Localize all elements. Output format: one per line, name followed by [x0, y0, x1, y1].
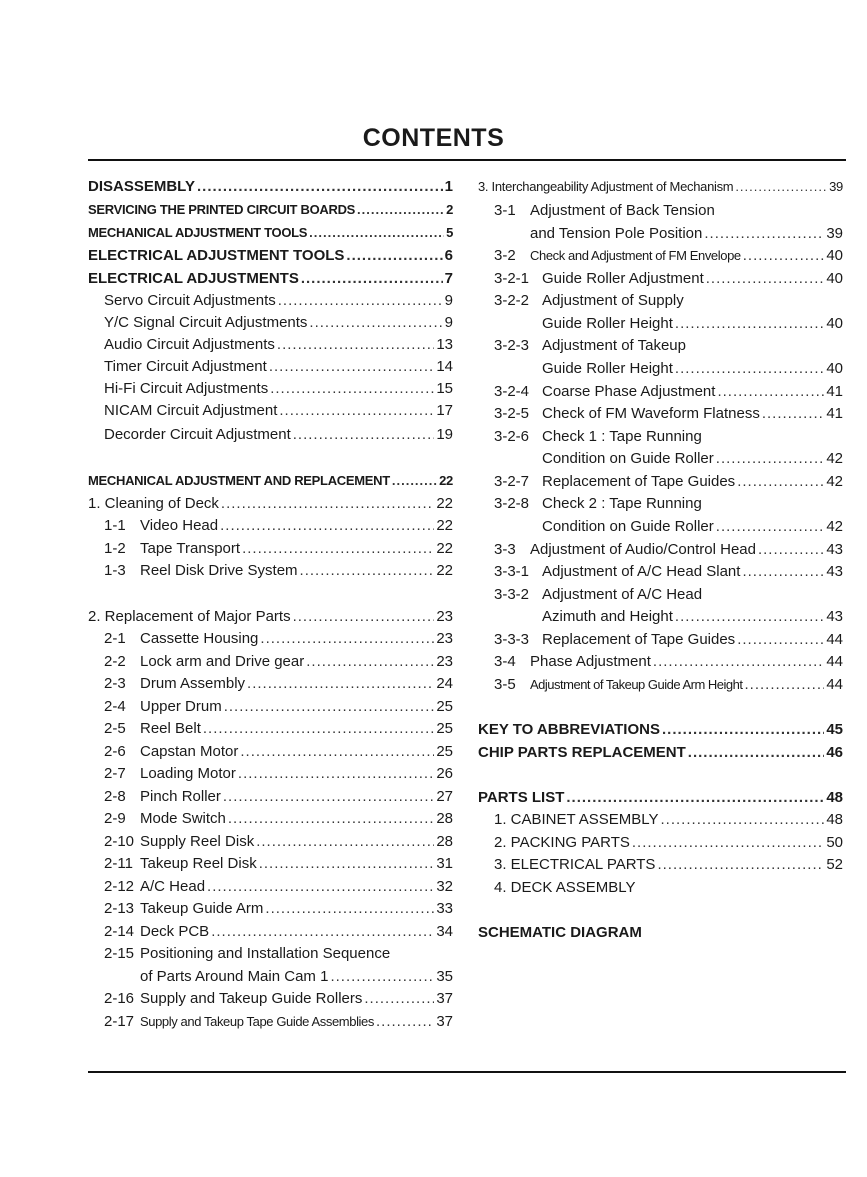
toc-entry-2-7[interactable]	[104, 763, 453, 785]
entry-page: 22	[436, 517, 453, 534]
dot-leader	[265, 898, 434, 920]
dot-leader	[240, 741, 434, 763]
title-rule	[88, 159, 846, 161]
dot-leader	[737, 471, 824, 493]
dot-leader	[278, 290, 443, 312]
dot-leader	[197, 176, 443, 198]
entry-page: 37	[436, 990, 453, 1007]
entry-label: Y/C Signal Circuit Adjustments	[104, 314, 308, 331]
entry-number: 3-2-7	[494, 473, 530, 490]
toc-entry-1-3[interactable]	[104, 560, 453, 582]
toc-entry-3-1-cont[interactable]	[530, 223, 843, 245]
dot-leader	[675, 313, 824, 335]
entry-number: 2-13	[104, 900, 135, 917]
entry-label: Adjustment of A/C Head	[542, 586, 703, 603]
entry-label: Azimuth and Height	[542, 608, 673, 625]
dot-leader	[293, 606, 435, 628]
entry-label: ELECTRICAL ADJUSTMENTS	[88, 270, 299, 287]
entry-number: 2-5	[104, 720, 126, 737]
page-title: CONTENTS	[362, 124, 505, 152]
entry-label: SCHEMATIC DIAGRAM	[478, 924, 642, 941]
entry-label: Lock arm and Drive gear	[140, 653, 305, 670]
toc-entry-2-10[interactable]	[104, 831, 453, 853]
entry-page: 17	[436, 402, 453, 419]
entry-number: 2-4	[104, 698, 126, 715]
entry-page: 28	[436, 833, 453, 850]
dot-leader	[259, 853, 435, 875]
entry-page: 19	[436, 426, 453, 443]
entry-page: 42	[826, 450, 843, 467]
entry-number: 2-7	[104, 765, 126, 782]
entry-number: 3-3-1	[494, 563, 530, 580]
entry-number: 2-8	[104, 788, 126, 805]
dot-leader	[743, 245, 825, 267]
entry-page: 48	[826, 789, 843, 806]
entry-label: and Tension Pole Position	[530, 225, 703, 242]
entry-label: Adjustment of Audio/Control Head	[530, 541, 756, 558]
entry-label: Tape Transport	[140, 540, 241, 557]
entry-label: Hi-Fi Circuit Adjustments	[104, 380, 269, 397]
toc-entry-audio[interactable]	[104, 334, 453, 356]
entry-label: Adjustment of A/C Head Slant	[542, 563, 741, 580]
entry-label: Drum Assembly	[140, 675, 246, 692]
entry-label: Takeup Reel Disk	[140, 855, 257, 872]
entry-label: Check of FM Waveform Flatness	[542, 405, 760, 422]
entry-label: Supply and Takeup Tape Guide Assemblies	[140, 1014, 374, 1029]
footer-rule	[88, 1071, 846, 1073]
dot-leader	[662, 719, 824, 741]
entry-label: 4. DECK ASSEMBLY	[494, 879, 636, 896]
toc-entry-replacement-major[interactable]	[88, 606, 453, 628]
entry-label: Supply Reel Disk	[140, 833, 255, 850]
entry-page: 2	[446, 202, 453, 217]
entry-label: Adjustment of Takeup	[542, 337, 686, 354]
entry-page: 28	[436, 810, 453, 827]
entry-label: Phase Adjustment	[530, 653, 651, 670]
entry-page: 25	[436, 743, 453, 760]
entry-label: Audio Circuit Adjustments	[104, 336, 275, 353]
entry-number: 3-2-8	[494, 495, 530, 512]
toc-entry-3-2-3[interactable]	[494, 335, 843, 357]
entry-page: 1	[444, 178, 453, 195]
toc-entry-3-3-2[interactable]	[494, 584, 843, 606]
entry-number: 3-2-2	[494, 292, 530, 309]
entry-page: 37	[436, 1013, 453, 1030]
entry-label: Upper Drum	[140, 698, 222, 715]
entry-page: 40	[826, 247, 843, 264]
entry-page: 35	[436, 968, 453, 985]
entry-label: MECHANICAL ADJUSTMENT TOOLS	[88, 225, 308, 240]
entry-page: 40	[826, 270, 843, 287]
entry-number: 3-2-6	[494, 428, 530, 445]
toc-entry-cleaning-deck[interactable]	[88, 493, 453, 515]
toc-entry-3-2-6[interactable]	[494, 426, 843, 448]
toc-entry-3-3[interactable]	[494, 539, 843, 561]
toc-entry-2-17[interactable]	[104, 1011, 453, 1033]
toc-entry-2-5[interactable]	[104, 718, 453, 740]
entry-number: 3-2-4	[494, 383, 530, 400]
entry-label: Adjustment of Supply	[542, 292, 684, 309]
entry-page: 43	[826, 541, 843, 558]
entry-number: 1-3	[104, 562, 126, 579]
entry-label: 3. Interchangeability Adjustment of Mechanism	[478, 179, 734, 194]
entry-label: DISASSEMBLY	[88, 178, 195, 195]
entry-page: 23	[436, 608, 453, 625]
entry-label: Condition on Guide Roller	[542, 450, 714, 467]
toc-entry-3[interactable]	[478, 176, 843, 198]
entry-page: 40	[826, 315, 843, 332]
entry-label: 2. Replacement of Major Parts	[88, 608, 291, 625]
dot-leader	[238, 763, 434, 785]
toc-entry-nicam[interactable]	[104, 400, 453, 422]
dot-leader	[228, 808, 434, 830]
entry-label: Timer Circuit Adjustment	[104, 358, 267, 375]
dot-leader	[279, 400, 434, 422]
dot-leader	[566, 787, 824, 809]
toc-entry-servicing-pcb[interactable]	[88, 199, 453, 221]
entry-number: 2-17	[104, 1013, 135, 1030]
toc-entry-2-9[interactable]	[104, 808, 453, 830]
dot-leader	[260, 628, 434, 650]
dot-leader	[221, 493, 434, 515]
toc-entry-1-1[interactable]	[104, 515, 453, 537]
toc-entry-hifi[interactable]	[104, 378, 453, 400]
toc-entry-2-4[interactable]	[104, 696, 453, 718]
dot-leader	[376, 1011, 434, 1033]
entry-label: Cassette Housing	[140, 630, 259, 647]
toc-entry-2-13[interactable]	[104, 898, 453, 920]
dot-leader	[301, 268, 443, 290]
entry-page: 32	[436, 878, 453, 895]
entry-label: Video Head	[140, 517, 219, 534]
dot-leader	[211, 921, 434, 943]
entry-number: 3-5	[494, 676, 516, 693]
entry-number: 1-2	[104, 540, 126, 557]
entry-label: Mode Switch	[140, 810, 226, 827]
entry-page: 40	[826, 360, 843, 377]
toc-entry-electrical-parts[interactable]	[494, 854, 843, 876]
dot-leader	[704, 223, 824, 245]
entry-label: SERVICING THE PRINTED CIRCUIT BOARDS	[88, 202, 356, 217]
toc-entry-2-11[interactable]	[104, 853, 453, 875]
toc-entry-3-2-3-cont[interactable]	[542, 358, 843, 380]
entry-number: 2-2	[104, 653, 126, 670]
entry-page: 33	[436, 900, 453, 917]
entry-label: NICAM Circuit Adjustment	[104, 402, 278, 419]
toc-entry-3-2-2[interactable]	[494, 290, 843, 312]
toc-entry-deck-assembly[interactable]	[494, 877, 843, 899]
entry-number: 3-2-1	[494, 270, 530, 287]
dot-leader	[661, 809, 825, 831]
toc-entry-3-3-2-cont[interactable]	[542, 606, 843, 628]
entry-page: 26	[436, 765, 453, 782]
toc-entry-3-2-4[interactable]	[494, 381, 843, 403]
entry-label: Replacement of Tape Guides	[542, 473, 736, 490]
entry-label: Supply and Takeup Guide Rollers	[140, 990, 363, 1007]
dot-leader	[207, 876, 434, 898]
entry-number: 3-2-5	[494, 405, 530, 422]
entry-label: PARTS LIST	[478, 789, 565, 806]
toc-entry-decorder[interactable]	[104, 424, 453, 446]
toc-entry-3-2-2-cont[interactable]	[542, 313, 843, 335]
entry-number: 3-1	[494, 202, 516, 219]
entry-page: 31	[436, 855, 453, 872]
toc-entry-timer[interactable]	[104, 356, 453, 378]
entry-label: A/C Head	[140, 878, 206, 895]
entry-label: 1. CABINET ASSEMBLY	[494, 811, 659, 828]
toc-entry-disassembly[interactable]	[88, 176, 453, 198]
dot-leader	[306, 651, 434, 673]
dot-leader	[737, 629, 824, 651]
entry-page: 27	[436, 788, 453, 805]
entry-label: Loading Motor	[140, 765, 236, 782]
entry-label: Reel Belt	[140, 720, 201, 737]
entry-label: Check 2 : Tape Running	[542, 495, 702, 512]
toc-entry-3-2-5[interactable]	[494, 403, 843, 425]
toc-entry-2-15-cont[interactable]	[140, 966, 453, 988]
dot-leader	[330, 966, 434, 988]
dot-leader	[357, 199, 444, 221]
dot-leader	[203, 718, 434, 740]
entry-label: Adjustment of Takeup Guide Arm Height	[530, 677, 743, 692]
dot-leader	[675, 606, 824, 628]
entry-label: Takeup Guide Arm	[140, 900, 264, 917]
entry-label: Reel Disk Drive System	[140, 562, 298, 579]
dot-leader	[309, 222, 444, 244]
dot-leader	[220, 515, 434, 537]
entry-label: Guide Roller Adjustment	[542, 270, 704, 287]
dot-leader	[675, 358, 824, 380]
dot-leader	[269, 356, 434, 378]
entry-page: 7	[444, 270, 453, 287]
entry-label: Deck PCB	[140, 923, 210, 940]
entry-number: 2-9	[104, 810, 126, 827]
entry-label: CHIP PARTS REPLACEMENT	[478, 744, 686, 761]
dot-leader	[716, 516, 825, 538]
toc-entry-2-12[interactable]	[104, 876, 453, 898]
entry-number: 2-10	[104, 833, 135, 850]
toc-entry-3-2-7[interactable]	[494, 471, 843, 493]
dot-leader	[224, 696, 435, 718]
entry-number: 2-14	[104, 923, 135, 940]
entry-number: 2-1	[104, 630, 126, 647]
dot-leader	[242, 538, 434, 560]
dot-leader	[716, 448, 825, 470]
entry-label: Adjustment of Back Tension	[530, 202, 715, 219]
dot-leader	[364, 988, 434, 1010]
dot-leader	[277, 334, 434, 356]
entry-label: Replacement of Tape Guides	[542, 631, 736, 648]
entry-number: 3-3	[494, 541, 516, 558]
entry-label: Pinch Roller	[140, 788, 221, 805]
entry-page: 45	[826, 721, 843, 738]
entry-number: 3-2	[494, 247, 516, 264]
dot-leader	[223, 786, 434, 808]
toc-entry-mechanical-tools[interactable]	[88, 222, 453, 244]
toc-entry-servo[interactable]	[104, 290, 453, 312]
toc-entry-electrical-adjustments[interactable]	[88, 268, 453, 290]
entry-number: 2-6	[104, 743, 126, 760]
toc-entry-chip-parts[interactable]	[478, 742, 843, 764]
dot-leader	[346, 245, 442, 267]
entry-page: 50	[826, 834, 843, 851]
entry-label: Decorder Circuit Adjustment	[104, 426, 291, 443]
entry-page: 42	[826, 473, 843, 490]
entry-label: MECHANICAL ADJUSTMENT AND REPLACEMENT	[88, 473, 390, 488]
toc-entry-3-2-8-cont[interactable]	[542, 516, 843, 538]
entry-page: 14	[436, 358, 453, 375]
entry-number: 3-2-3	[494, 337, 530, 354]
entry-label: of Parts Around Main Cam 1	[140, 968, 329, 985]
toc-entry-3-2-8[interactable]	[494, 493, 843, 515]
dot-leader	[653, 651, 824, 673]
entry-label: Guide Roller Height	[542, 360, 673, 377]
entry-page: 22	[436, 540, 453, 557]
dot-leader	[247, 673, 434, 695]
toc-entry-3-2-6-cont[interactable]	[542, 448, 843, 470]
toc-entry-3-4[interactable]	[494, 651, 843, 673]
toc-entry-3-2-1[interactable]	[494, 268, 843, 290]
entry-page: 34	[436, 923, 453, 940]
entry-number: 2-16	[104, 990, 135, 1007]
entry-label: Servo Circuit Adjustments	[104, 292, 276, 309]
entry-label: 3. ELECTRICAL PARTS	[494, 856, 656, 873]
dot-leader	[632, 832, 824, 854]
dot-leader	[762, 403, 824, 425]
entry-page: 25	[436, 698, 453, 715]
dot-leader	[745, 674, 825, 696]
entry-label: Check 1 : Tape Running	[542, 428, 702, 445]
entry-number: 3-3-3	[494, 631, 530, 648]
toc-entry-1-2[interactable]	[104, 538, 453, 560]
dot-leader	[758, 539, 824, 561]
entry-page: 22	[436, 495, 453, 512]
dot-leader	[742, 561, 824, 583]
entry-page: 22	[436, 562, 453, 579]
dot-leader	[735, 176, 827, 198]
toc-entry-parts-list[interactable]	[478, 787, 843, 809]
entry-page: 41	[826, 383, 843, 400]
entry-page: 22	[439, 473, 453, 488]
entry-label: Capstan Motor	[140, 743, 239, 760]
entry-page: 48	[826, 811, 843, 828]
dot-leader	[300, 560, 435, 582]
entry-label: Coarse Phase Adjustment	[542, 383, 716, 400]
toc-entry-2-1[interactable]	[104, 628, 453, 650]
entry-number: 3-3-2	[494, 586, 530, 603]
toc-entry-2-14[interactable]	[104, 921, 453, 943]
toc-entry-2-16[interactable]	[104, 988, 453, 1010]
entry-label: 1. Cleaning of Deck	[88, 495, 219, 512]
toc-entry-2-15[interactable]	[104, 943, 453, 965]
entry-number: 2-11	[104, 855, 133, 872]
entry-page: 41	[826, 405, 843, 422]
entry-number: 3-4	[494, 653, 516, 670]
dot-leader	[688, 742, 825, 764]
dot-leader	[256, 831, 434, 853]
entry-page: 39	[826, 225, 843, 242]
toc-entry-schematic-diagram[interactable]	[478, 922, 843, 944]
toc-entry-3-3-3[interactable]	[494, 629, 843, 651]
entry-label: Positioning and Installation Sequence	[140, 945, 391, 962]
entry-page: 46	[826, 744, 843, 761]
entry-page: 43	[826, 563, 843, 580]
toc-entry-mechanical-adjustment[interactable]	[88, 470, 453, 492]
toc-entry-3-3-1[interactable]	[494, 561, 843, 583]
entry-page: 25	[436, 720, 453, 737]
dot-leader	[657, 854, 824, 876]
entry-page: 44	[826, 676, 843, 693]
dot-leader	[717, 381, 824, 403]
toc-entry-2-3[interactable]	[104, 673, 453, 695]
dot-leader	[309, 312, 442, 334]
toc-entry-cabinet-assembly[interactable]	[494, 809, 843, 831]
toc-entry-3-2[interactable]	[494, 245, 843, 267]
entry-page: 44	[826, 653, 843, 670]
entry-page: 43	[826, 608, 843, 625]
entry-number: 2-12	[104, 878, 135, 895]
entry-label: KEY TO ABBREVIATIONS	[478, 721, 660, 738]
entry-label: Guide Roller Height	[542, 315, 673, 332]
entry-label: 2. PACKING PARTS	[494, 834, 630, 851]
entry-page: 23	[436, 653, 453, 670]
entry-number: 2-3	[104, 675, 126, 692]
entry-page: 23	[436, 630, 453, 647]
entry-number: 2-15	[104, 945, 135, 962]
entry-page: 9	[444, 292, 453, 309]
toc-entry-2-2[interactable]	[104, 651, 453, 673]
dot-leader	[270, 378, 434, 400]
entry-page: 15	[436, 380, 453, 397]
dot-leader	[706, 268, 825, 290]
entry-page: 24	[436, 675, 453, 692]
entry-page: 13	[436, 336, 453, 353]
toc-entry-key-abbreviations[interactable]	[478, 719, 843, 741]
toc-entry-3-1[interactable]	[494, 200, 843, 222]
toc-entry-yc-signal[interactable]	[104, 312, 453, 334]
toc-entry-2-8[interactable]	[104, 786, 453, 808]
entry-page: 39	[829, 179, 843, 194]
dot-leader	[293, 424, 435, 446]
toc-entry-2-6[interactable]	[104, 741, 453, 763]
toc-entry-3-5[interactable]	[494, 674, 843, 696]
entry-page: 9	[444, 314, 453, 331]
entry-label: Check and Adjustment of FM Envelope	[530, 248, 741, 263]
dot-leader	[392, 470, 437, 492]
entry-page: 6	[444, 247, 453, 264]
entry-label: ELECTRICAL ADJUSTMENT TOOLS	[88, 247, 345, 264]
entry-number: 1-1	[104, 517, 126, 534]
entry-page: 52	[826, 856, 843, 873]
entry-page: 5	[446, 225, 453, 240]
entry-page: 44	[826, 631, 843, 648]
toc-entry-packing-parts[interactable]	[494, 832, 843, 854]
entry-page: 42	[826, 518, 843, 535]
toc-entry-electrical-tools[interactable]	[88, 245, 453, 267]
entry-label: Condition on Guide Roller	[542, 518, 714, 535]
